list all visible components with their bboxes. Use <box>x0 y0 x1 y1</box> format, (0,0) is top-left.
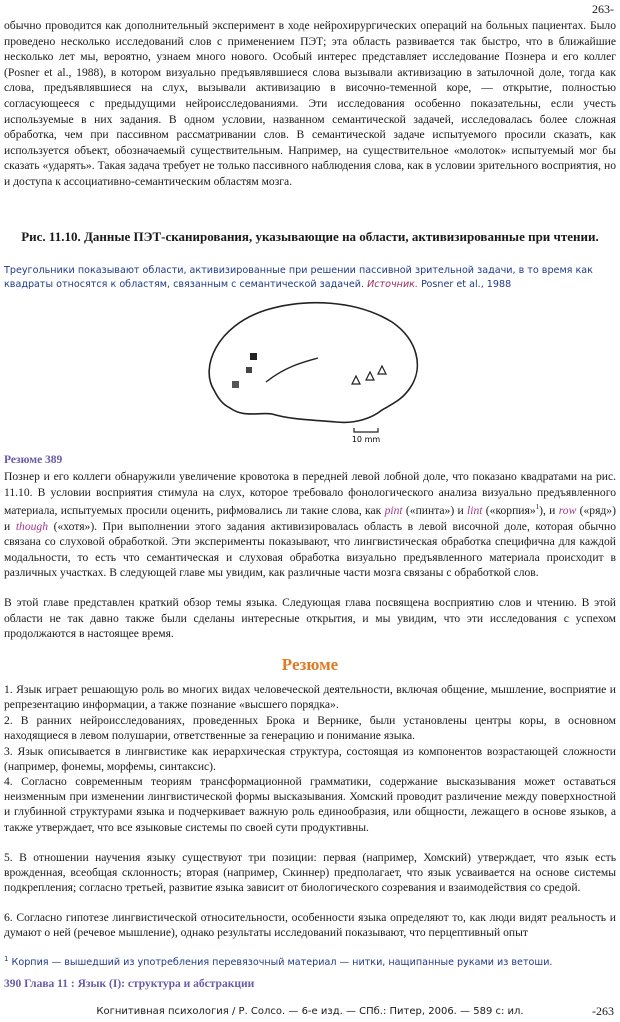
para2-text-2: («пинта») и <box>405 504 464 518</box>
footnote-ref: 1 <box>535 503 540 512</box>
triangle-marker-1 <box>352 376 360 384</box>
word-pint: pint <box>384 504 403 518</box>
triangle-marker-2 <box>366 372 374 380</box>
para2-text-5: («ряд») и <box>4 504 616 533</box>
word-though: though <box>15 519 49 533</box>
paragraph-overview: В этой главе представлен краткий обзор темы языка. Следующая глава посвящена восприятию слов и чтению. В этой области не так давно также были сделаны интересные открытия, и мы увидим, что эти исследования с успехом продолжаются в настоящее время. <box>4 596 616 641</box>
footnote-mark: 1 <box>4 955 9 963</box>
summary-item-3: 3. Язык описывается в лингвистике как иерархическая структура, состоящая из компонентов возрастающей сложности (например, фонемы, морфемы, синтаксис). <box>4 745 616 774</box>
summary-item-6: 6. Согласно гипотезе лингвистической относительности, особенности языка определяют то, как люди видят реальность и думают о ней (речевое мышление), однако результаты исследований показывают, что перцептивный опыт <box>4 911 616 940</box>
figure-source-label: Источник. <box>367 279 419 290</box>
square-marker-1 <box>250 353 257 360</box>
triangle-marker-3 <box>378 366 386 374</box>
scale-bar <box>354 428 378 432</box>
scale-label: 10 mm <box>351 435 381 444</box>
summary-item-4: 4. Согласно современным теориям трансформационной грамматики, содержание высказывания может оставаться неизменным при изменении лингвистической формы высказывания. Хомский проводит различение между поверхностной и глубинной структурами языка и подчеркивает важную роль единообразия, или общности, лежащего в основе языков, а также утверждает, что все языковые системы по своей сути продуктивны. <box>4 775 616 834</box>
para2-text-1: Познер и его коллеги обнаружили увеличение кровотока в передней левой лобной доле, что показано квадратами на рис. 11.10. В условии восприятия стимула на слух, которое требовало фонологического анализа визуально предъявленного материала, испытуемых просили оценить, рифмовались ли такие слова, как <box>4 470 616 518</box>
figure-caption <box>4 264 616 292</box>
intro-paragraph: обычно проводится как дополнительный эксперимент в ходе нейрохирургических операций на больных пациентах. Было проведено несколько исследований слов с применением ПЭТ; эта область развивается так быстро, что в ближайшие несколько лет мы, вероятно, узнаем много нового. Особый интерес представляет исследование Познера и его коллег (Posner et al., 1988), в котором визуально предъявлявшиеся слова вызывали активизацию в затылочной доле, тогда как слова, предъявлявшиеся на слух, вызывали активизацию в височно-теменной коре, — открытие, полностью согласующееся с предыдущими нейроисследованиями. Эти исследования особенно показательны, если учесть используемые в них задания. В одном условии, названном семантической задачей, исследовалась более сложная обработка, чем при пассивном рассматривании слов. В семантической задаче испытуемого просили сказать, как используется объект, обозначаемый существительным. Например, на существительное «молоток» испытуемый мог бы сказать «ударять». Такая задача требует не только пассивного наблюдения слова, как в условии зрительного восприятия, но и доступа к ассоциативно-семантическим областям мозга. <box>4 19 616 188</box>
brain-outline <box>209 303 417 423</box>
figure-title: Рис. 11.10. Данные ПЭТ-сканирования, указывающие на области, активизированные при чтении. <box>21 229 599 244</box>
para2-text-4: ), и <box>539 504 556 518</box>
paragraph-kerb <box>4 469 616 581</box>
word-row: row <box>558 504 577 518</box>
page-number-bottom: -263 <box>592 1004 614 1018</box>
square-marker-2 <box>246 367 252 373</box>
figure-source-ref: Posner et al., 1988 <box>421 279 512 290</box>
brain-figure <box>196 296 426 446</box>
temporal-fissure <box>266 358 318 382</box>
para2-text-6: («хотя»). При выполнении этого задания активизировалась область в левой височной доле, которая обычно связана со слуховой обработкой. Эти эксперименты показывают, что лингвистическая обработка специфична для каждой модальности, то есть что семантическая и слуховая обработка визуально предъявленного материала происходит в различных участках. В следующей главе мы увидим, как различные части мозга связаны с обработкой слов. <box>4 519 617 580</box>
summary-item-1: 1. Язык играет решающую роль во многих видах человеческой деятельности, включая общение, мышление, восприятие и репрезентацию информации, а также познание «высшего порядка». <box>4 683 616 712</box>
resume-title: Резюме <box>281 655 339 674</box>
page-number-top: 263- <box>592 2 614 16</box>
summary-item-2: 2. В ранних нейроисследованиях, проведенных Брока и Вернике, были установлены центры коры, в основном находящиеся в левом полушарии, ответственные за генерацию и понимание языка. <box>4 714 616 743</box>
word-lint: lint <box>467 504 483 518</box>
footnote <box>4 955 616 968</box>
square-marker-3 <box>232 381 239 388</box>
footnote-text: Корпия — вышедший из употребления перевязочный материал — нитки, нащипанные руками из ветоши. <box>11 957 553 969</box>
summary-item-5: 5. В отношении научения языку существуют три позиции: первая (например, Хомский) утверждает, что язык есть врожденная, всеобщая склонность; вторая (например, Скиннер) предполагает, что язык усваивается на основе системы подкрепления; согласно третьей, развитие языка зависит от биологического созревания и взаимодействия со средой. <box>4 851 616 895</box>
para2-text-3: («корпия» <box>485 504 536 518</box>
page-footer: Когнитивная психология / Р. Солсо. — 6-е изд. — СПб.: Питер, 2006. — 589 с: ил. <box>96 1006 524 1017</box>
figure-caption-text: Треугольники показывают области, активизированные при решении пассивной зрительной задачи, в то время как квадраты относятся к областям, связанным с семантической задачей. <box>4 265 593 290</box>
chapter-line: 390 Глава 11 : Язык (I): структура и абстракции <box>4 978 255 990</box>
section-heading: Резюме 389 <box>4 454 63 466</box>
